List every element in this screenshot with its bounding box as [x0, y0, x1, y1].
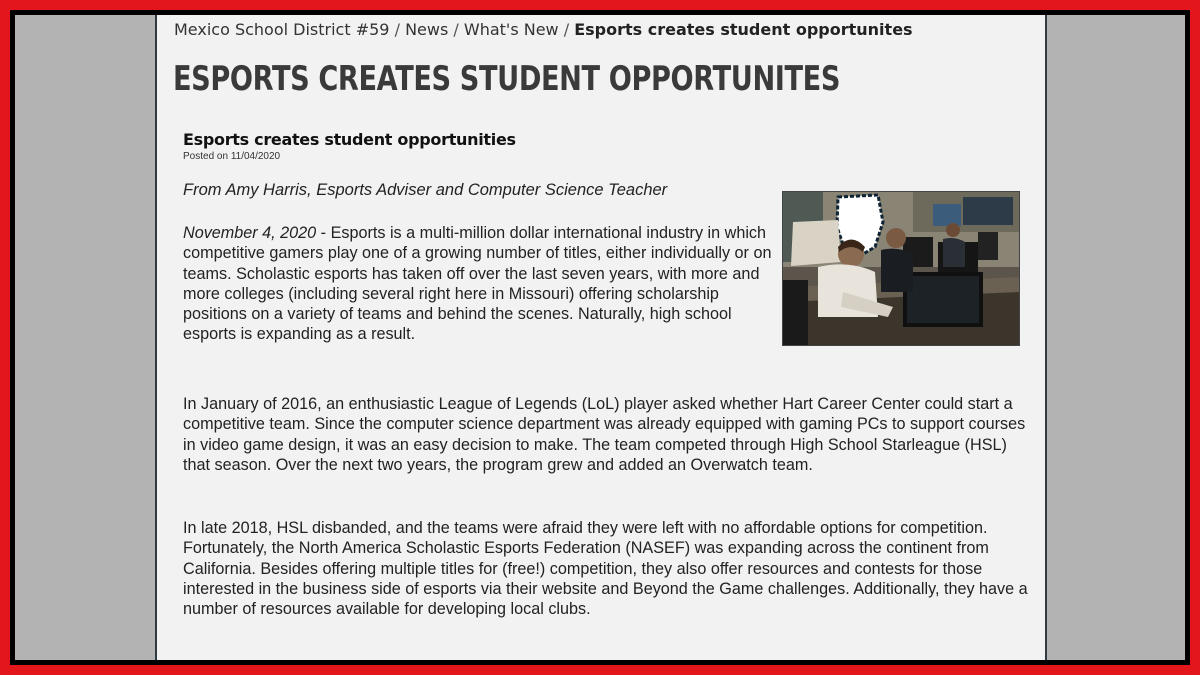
breadcrumb-current: Esports creates student opportunites — [574, 20, 913, 39]
students-gaming-photo — [782, 191, 1020, 346]
post-title: Esports creates student opportunities — [183, 130, 516, 149]
breadcrumb-link-news[interactable]: News — [405, 20, 449, 39]
article-paragraph-3: In late 2018, HSL disbanded, and the teams were afraid they were left with no affordable options for competition. Fortunately, the North America Scholastic Esports Federation (NASEF) was expanding across the continent from California. Besides offering multiple titles for (free!) competition, they also offer resources and contests for those interested in the business side of esports via their website and Beyond the Game challenges. Additionally, they have a number of resources available for developing local clubs. — [183, 519, 1028, 619]
article-paragraph-1 — [183, 223, 773, 345]
page-title: ESPORTS CREATES STUDENT OPPORTUNITES — [173, 59, 841, 99]
article-paragraph-1-text: - Esports is a multi-million dollar international industry in which competitive gamers play one of a growing number of titles, either individually or on teams. Scholastic esports has taken off over the last seven years, with more and more colleges (including several right here in Missouri) offering scholarship positions on a variety of teams and behind the scenes. Naturally, high school esports is expanding as a result. — [183, 224, 772, 344]
photo-illustration — [783, 192, 1019, 345]
breadcrumb-link-whats-new[interactable]: What's New — [463, 20, 559, 39]
browser-viewport — [10, 10, 1190, 665]
breadcrumb-separator: / — [394, 20, 400, 39]
breadcrumb — [174, 20, 913, 39]
breadcrumb-separator: / — [453, 20, 459, 39]
article-page — [155, 15, 1047, 665]
article-dateline: November 4, 2020 — [183, 224, 317, 242]
post-date: Posted on 11/04/2020 — [183, 151, 281, 162]
breadcrumb-link-district[interactable]: Mexico School District #59 — [174, 20, 390, 39]
article-paragraph-2: In January of 2016, an enthusiastic League of Legends (LoL) player asked whether Hart Career Center could start a competitive team. Since the computer science department was already equipped with gaming PCs to support courses in video game design, it was an easy decision to make. The team competed through High School Starleague (HSL) that season. Over the next two years, the program grew and added an Overwatch team. — [183, 395, 1026, 474]
post-byline: From Amy Harris, Esports Adviser and Computer Science Teacher — [183, 181, 668, 199]
breadcrumb-separator: / — [563, 20, 570, 39]
